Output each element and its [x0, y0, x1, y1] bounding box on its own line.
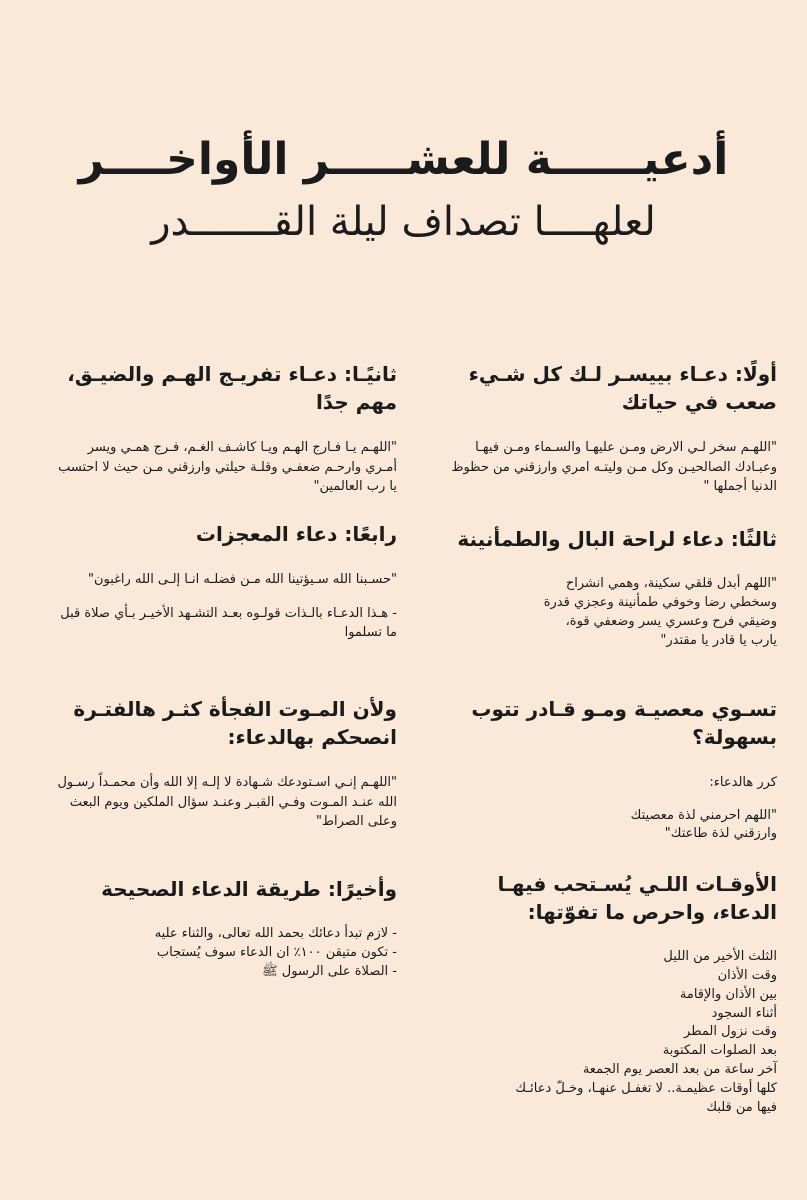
time-item: بين الأذان والإقامة — [679, 986, 777, 1002]
section-heading: أولًا: دعـاء بييسـر لـك كل شـيء صعب في حياتك — [468, 362, 777, 414]
header — [60, 130, 747, 249]
dua-note: - هـذا الدعـاء بالـذات قولـوه بعـد التشـهد الأخيـر بـأي صلاة قبل ما تسلموا — [60, 605, 397, 640]
time-item: أثناء السجود — [711, 1005, 777, 1021]
time-item: آخر ساعة من بعد العصر يوم الجمعة — [582, 1062, 777, 1078]
dua-text: "اللهـم يـا فـارج الهـم ويـا كاشـف الغـم، فـرج همـي ويسر أمـري وارحـم ضعفـي وقلـة حيلتي وارزقني مـن حيث لا احتسب يا رب العالمين" — [58, 440, 397, 494]
method-item: - تكون متيقن ١٠٠٪ ان الدعاء سوف يُستجاب — [156, 944, 397, 960]
dua-intro: كرر هالدعاء: — [709, 775, 777, 790]
section-heading: رابعًا: دعاء المعجزات — [195, 522, 397, 546]
page-subtitle: لعلهــــا تصداف ليلة القـــــــدر — [151, 199, 656, 246]
time-item: وقت نزول المطر — [684, 1024, 777, 1040]
section-third — [432, 525, 777, 650]
section-seventh — [432, 870, 777, 1118]
section-heading: ثالثًا: دعاء لراحة البال والطمأنينة — [457, 527, 777, 551]
dua-line: وضيقي فرح وعسري يسر وضعفي قوة، — [565, 613, 777, 629]
dua-line: يارب يا قادر يا مقتدر" — [660, 632, 777, 648]
section-first — [432, 360, 777, 511]
dua-text: "اللهـم سخر لـي الارض ومـن عليهـا والسـماء ومـن فيهـا وعبـادك الصالحيـن وكل مـن وليتـه امري وارزقني من حظوظ الدنيا أجملها " — [451, 440, 777, 494]
time-item: الثلث الأخير من الليل — [663, 949, 777, 964]
dua-text: "اللهـم إنـي اسـتودعك شـهادة لا إلـه إلا الله وأن محمـداً رسـول الله عنـد المـوت وفـي القبـر وعنـد سؤال الملكين ويوم البعث وعلى الصراط" — [57, 775, 397, 829]
section-fifth — [432, 695, 777, 844]
section-fourth — [52, 520, 397, 657]
time-item: بعد الصلوات المكتوبة — [662, 1043, 777, 1059]
section-heading: ثانيًـا: دعـاء تفريـج الهـم والضيـق، مهم جدًا — [67, 362, 397, 414]
section-second — [52, 360, 397, 511]
time-item: كلها أوقات عظيمـة.. لا تغفـل عنهـا، وخـلّ دعائـك — [515, 1080, 777, 1096]
section-heading: الأوقـات اللـي يُسـتحب فيهـا الدعاء، واحرص ما تفوّتها: — [497, 872, 777, 924]
method-item: - الصلاة على الرسول ﷺ — [261, 963, 397, 979]
dua-line: وسخطي رضا وخوفي طمأنينة وعجزي قدرة — [543, 594, 777, 610]
dua-line: "اللهم احرمني لذة معصيتك — [630, 807, 777, 823]
method-item: - لازم تبدأ دعائك بحمد الله تعالى، والثناء عليه — [154, 926, 397, 941]
time-item: وقت الأذان — [717, 967, 777, 983]
section-sixth — [52, 695, 397, 846]
dua-line: وارزقني لذة طاعتك" — [664, 826, 777, 842]
section-heading: وأخيرًا: طريقة الدعاء الصحيحة — [101, 877, 397, 901]
section-heading: تسـوي معصيـة ومـو قـادر تتوب بسهولة؟ — [471, 697, 777, 749]
section-heading: ولأن المـوت الفجأة كثـر هالفتـرة انصحكم بهالدعاء: — [73, 697, 397, 749]
time-item: فيها من قلبك — [706, 1099, 777, 1115]
page-title: أدعيــــــة للعشـــــر الأواخــــر — [78, 134, 729, 185]
dua-text: "حسـبنا الله سـيؤتينا الله مـن فضلـه انـا إلـى الله راغبون" — [87, 572, 397, 587]
dua-line: "اللهم أبدل قلقي سكينة، وهمي انشراح — [565, 576, 777, 591]
section-eighth — [52, 875, 397, 982]
